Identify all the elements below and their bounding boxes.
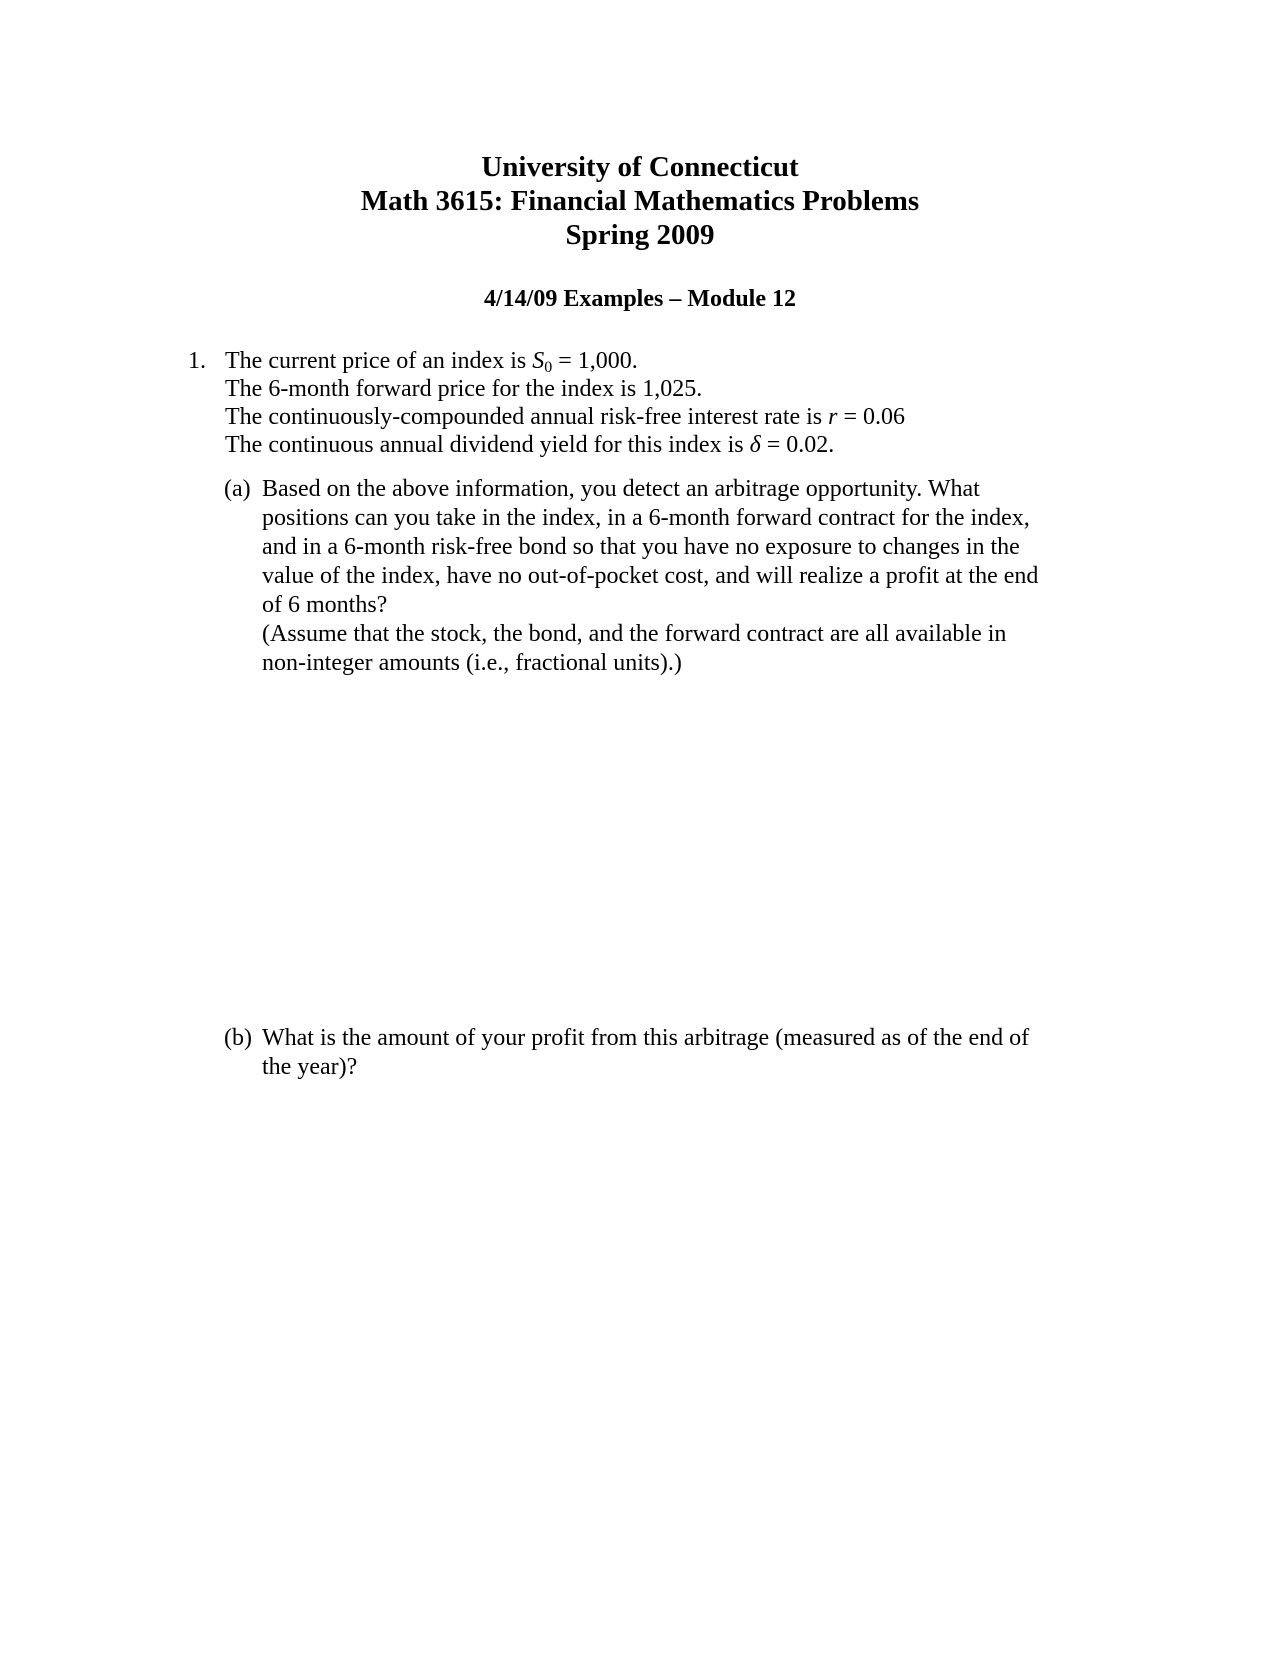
- part-b-text: [262, 1024, 1029, 1082]
- part-a-line: value of the index, have no out-of-pocket cost, and will realize a profit at the end: [262, 563, 1039, 589]
- problem-line-2: The 6-month forward price for the index is 1,025.: [225, 376, 703, 402]
- subscript-0: 0: [544, 359, 553, 376]
- part-a-line: non-integer amounts (i.e., fractional units).): [262, 650, 682, 676]
- line4-value: = 0.02.: [760, 432, 835, 458]
- part-a-line: and in a 6-month risk-free bond so that you have no exposure to changes in the: [262, 534, 1020, 560]
- part-a-line: Based on the above information, you detect an arbitrage opportunity. What: [262, 476, 980, 502]
- line4-text: The continuous annual dividend yield for this index is: [225, 432, 750, 458]
- line1-value: = 1,000.: [552, 348, 638, 374]
- line3-value: = 0.06: [837, 404, 906, 430]
- var-s: S: [532, 348, 545, 374]
- university-name: University of Connecticut: [481, 151, 799, 183]
- document-header: [0, 150, 1280, 252]
- part-a-label: (a): [224, 476, 251, 502]
- part-b-label: (b): [224, 1025, 252, 1051]
- var-r: r: [828, 404, 838, 430]
- problem-line-3: [225, 403, 905, 432]
- part-b-line: What is the amount of your profit from this arbitrage (measured as of the end of: [262, 1025, 1030, 1051]
- problem-line-4: [225, 431, 834, 460]
- line3-text: The continuously-compounded annual risk-free interest rate is: [225, 404, 829, 430]
- section-title: 4/14/09 Examples – Module 12: [483, 286, 796, 312]
- part-a-line: of 6 months?: [262, 592, 388, 618]
- part-a-text: [262, 475, 1038, 678]
- problem-number: 1.: [188, 348, 206, 374]
- course-title: Math 3615: Financial Mathematics Problems: [360, 185, 920, 217]
- part-b-line: the year)?: [262, 1054, 358, 1080]
- var-delta: δ: [749, 432, 761, 458]
- term: Spring 2009: [565, 219, 715, 251]
- part-a-line: positions can you take in the index, in a 6-month forward contract for the index,: [262, 505, 1030, 531]
- line1-text: The current price of an index is: [225, 348, 533, 374]
- part-a-line: (Assume that the stock, the bond, and the forward contract are all available in: [262, 621, 1007, 647]
